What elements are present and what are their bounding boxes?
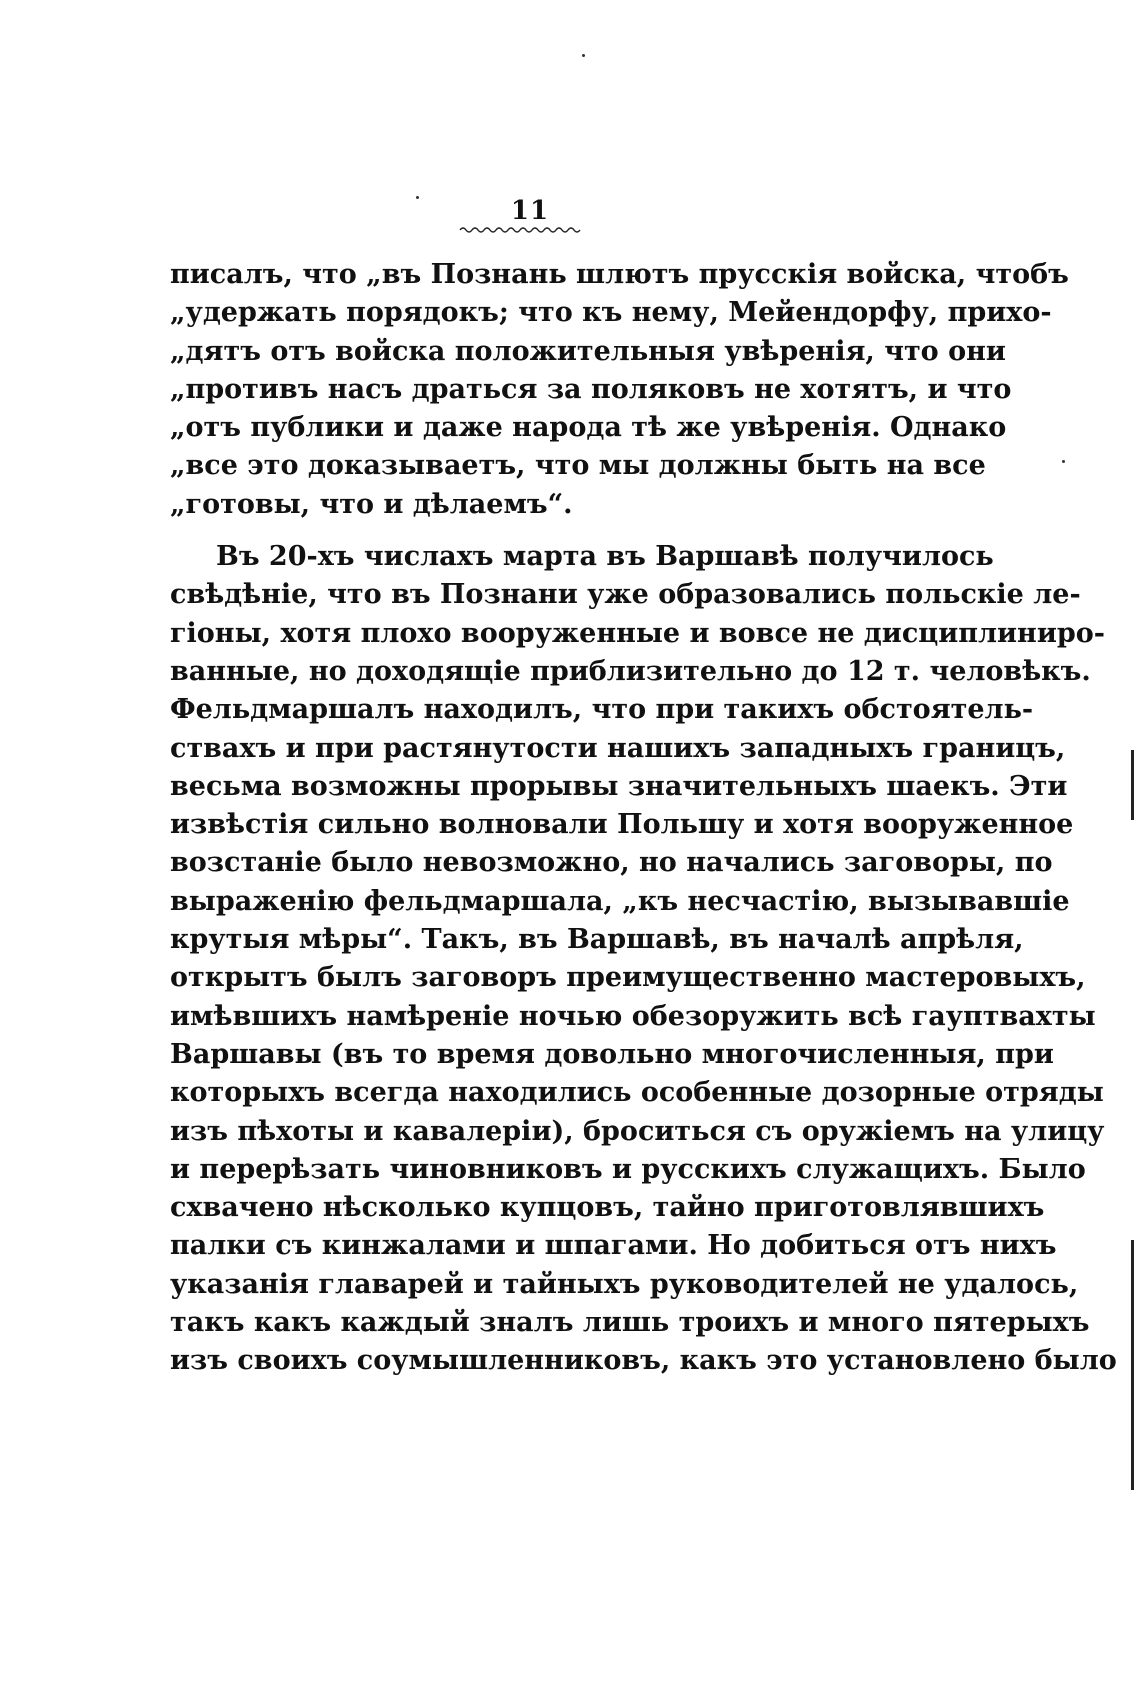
text-line: свѣдѣніе, что въ Познани уже образовались польскіе ле- xyxy=(170,579,1081,611)
page-number: 11 xyxy=(510,196,550,226)
text-line: гіоны, хотя плохо вооруженные и вовсе не дисциплиниро- xyxy=(170,617,1105,649)
text-line: весьма возможны прорывы значительныхъ шаекъ. Эти xyxy=(170,770,1068,802)
paragraph-gap xyxy=(170,524,870,538)
scan-edge-mark xyxy=(1131,1240,1134,1490)
text-line: и перерѣзать чиновниковъ и русскихъ служащихъ. Было xyxy=(170,1153,1086,1185)
text-line: „дятъ отъ войска положительныя увѣренія, что они xyxy=(170,335,1006,367)
text-line: „удержать порядокъ; что къ нему, Мейендорфу, прихо- xyxy=(170,297,1052,329)
text-line: „противъ насъ драться за поляковъ не хотятъ, и что xyxy=(170,373,1012,405)
text-line: имѣвшихъ намѣреніе ночью обезоружить всѣ гауптвахты xyxy=(170,1000,1096,1032)
text-line: открытъ былъ заговоръ преимущественно мастеровыхъ, xyxy=(170,962,1086,994)
text-line: ствахъ и при растянутости нашихъ западныхъ границъ, xyxy=(170,732,1066,764)
scan-speck xyxy=(582,54,585,57)
text-line: „все это доказываетъ, что мы должны быть на все xyxy=(170,450,986,482)
text-line: писалъ, что „въ Познань шлютъ прусскія войска, чтобъ xyxy=(170,259,1069,290)
text-line: указанія главарей и тайныхъ руководителей не удалось, xyxy=(170,1268,1079,1300)
scan-speck xyxy=(1062,460,1065,463)
text-line: изъ своихъ соумышленниковъ, какъ это установлено было xyxy=(170,1345,1117,1377)
paragraph-1 xyxy=(170,256,1069,524)
body-text xyxy=(170,256,1117,1381)
text-line: Въ 20-хъ числахъ марта въ Варшавѣ получилось xyxy=(216,541,994,573)
text-line: выраженію фельдмаршала, „къ несчастію, вызывавшіе xyxy=(170,885,1070,917)
scan-speck xyxy=(416,196,419,199)
text-line: „отъ публики и даже народа тѣ же увѣренія. Однако xyxy=(170,412,1007,444)
text-line: „готовы, что и дѣлаемъ“. xyxy=(170,488,573,520)
text-line: Варшавы (въ то время довольно многочисленныя, при xyxy=(170,1038,1054,1070)
text-line: возстаніе было невозможно, но начались заговоры, по xyxy=(170,847,1053,879)
scan-edge-mark xyxy=(1131,750,1134,820)
page-number-wavy-rule xyxy=(460,226,580,234)
text-line: Фельдмаршалъ находилъ, что при такихъ обстоятель- xyxy=(170,694,1034,726)
text-line: которыхъ всегда находились особенные дозорные отряды xyxy=(170,1077,1104,1109)
text-line: схвачено нѣсколько купцовъ, тайно приготовлявшихъ xyxy=(170,1192,1045,1224)
text-line: извѣстія сильно волновали Польшу и хотя вооруженное xyxy=(170,809,1074,841)
text-line: крутыя мѣры“. Такъ, въ Варшавѣ, въ началѣ апрѣля, xyxy=(170,924,1024,956)
text-line: ванные, но доходящіе приблизительно до 12 т. человѣкъ. xyxy=(170,655,1091,687)
text-line: палки съ кинжалами и шпагами. Но добиться отъ нихъ xyxy=(170,1230,1057,1262)
paragraph-2 xyxy=(170,538,1117,1381)
text-line: изъ пѣхоты и кавалеріи), броситься съ оружіемъ на улицу xyxy=(170,1115,1105,1147)
text-line: такъ какъ каждый зналъ лишь троихъ и много пятерыхъ xyxy=(170,1307,1090,1339)
